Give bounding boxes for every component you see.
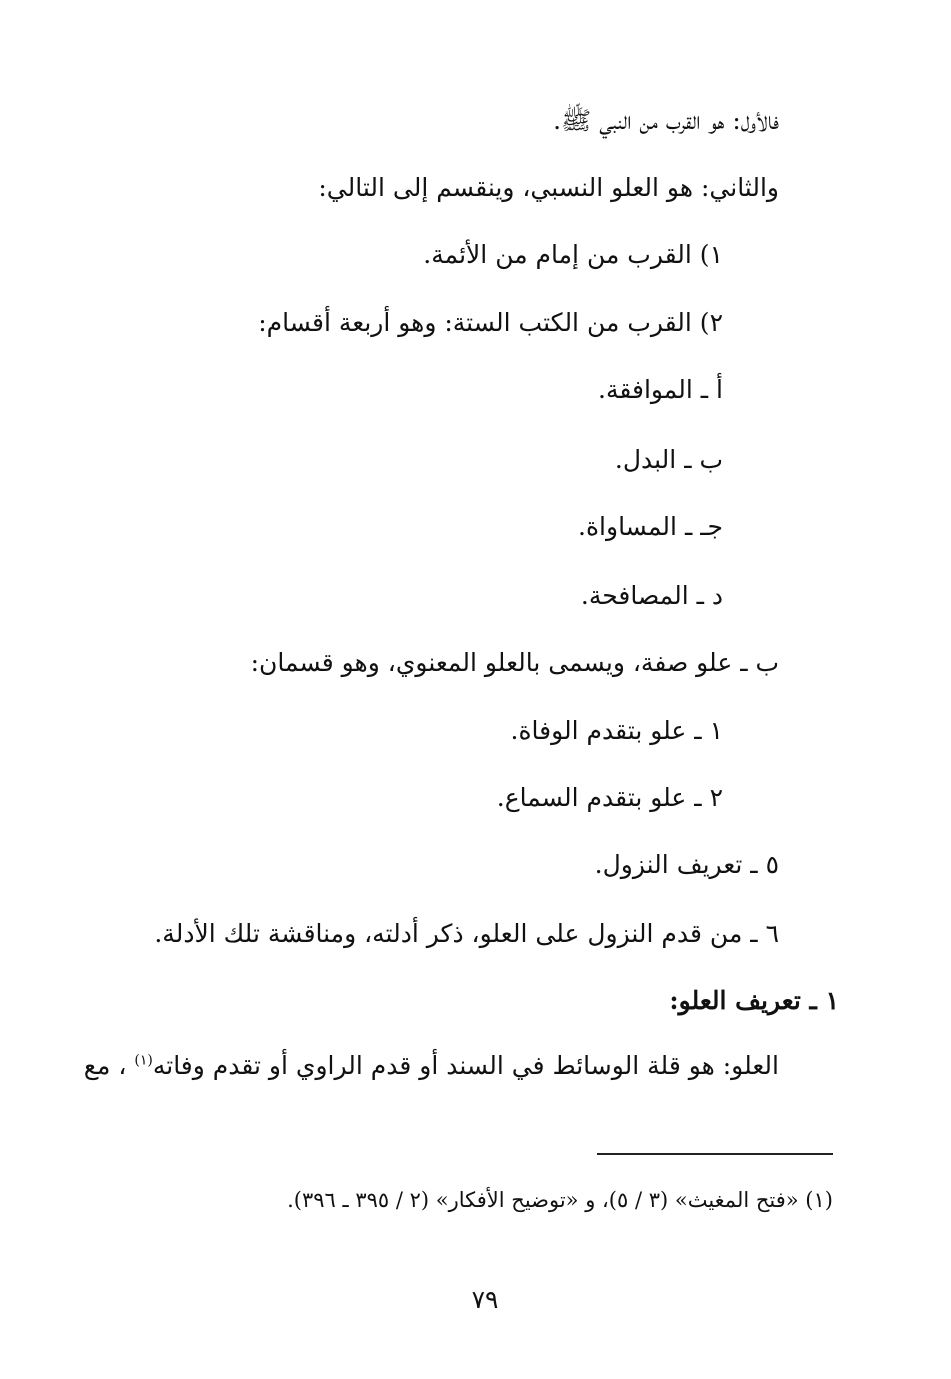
list-item-sama: ٢ ـ علو بتقدم السماع. — [496, 783, 723, 812]
text-line-uluw-definition — [84, 1049, 779, 1083]
sub-item-musawat: جـ ـ المساواة. — [578, 512, 723, 541]
footnote-marker: (١) — [134, 1052, 153, 1069]
text-line-second: والثاني: هو العلو النسبي، وينقسم إلى التالي: — [318, 173, 779, 202]
list-item-wafat: ١ ـ علو بتقدم الوفاة. — [510, 716, 723, 745]
list-item-imam: ١) القرب من إمام من الأئمة. — [423, 240, 723, 269]
definition-text: العلو: هو قلة الوسائط في السند أو قدم الراوي أو تقدم وفاته — [152, 1051, 779, 1080]
text-line-first: فالأول: هو القرب من النبي ﷺ. — [553, 106, 779, 135]
sub-item-badal: ب ـ البدل. — [614, 445, 723, 474]
list-item-six-books: ٢) القرب من الكتب الستة: وهو أربعة أقسام: — [258, 308, 723, 337]
text-line-uluw-sifa: ب ـ علو صفة، ويسمى بالعلو المعنوي، وهو قسمان: — [250, 648, 779, 677]
page-number: ٧٩ — [471, 1285, 499, 1314]
footnote-divider — [597, 1153, 833, 1155]
text-line-nuzul-evidence: ٦ ـ من قدم النزول على العلو، ذكر أدلته، ومناقشة تلك الأدلة. — [154, 919, 779, 948]
definition-continuation: ، مع — [83, 1051, 135, 1080]
text-line-nuzul-definition: ٥ ـ تعريف النزول. — [594, 850, 779, 879]
footnote-text: (١) «فتح المغيث» (٣ / ٥)، و «توضيح الأفكار» (٢ / ٣٩٥ ـ ٣٩٦). — [287, 1188, 833, 1212]
sub-item-musafaha: د ـ المصافحة. — [580, 581, 723, 610]
sub-item-muwafaqa: أ ـ الموافقة. — [598, 375, 723, 404]
section-heading: ١ ـ تعريف العلو: — [669, 986, 839, 1015]
